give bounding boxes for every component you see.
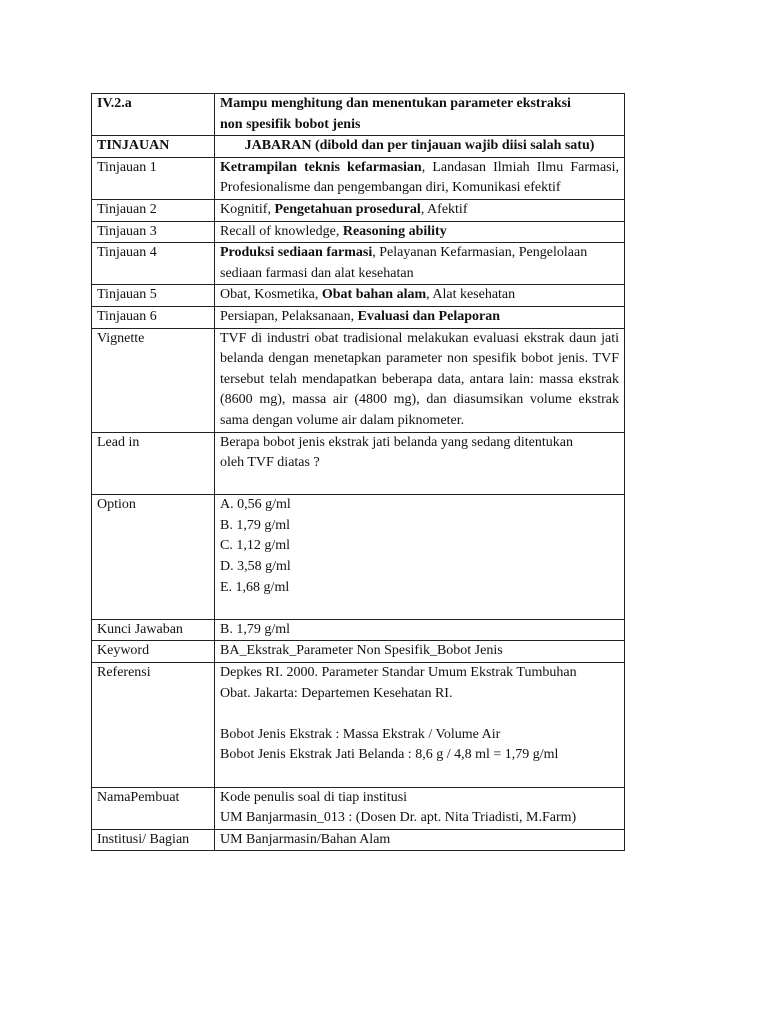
institusi-label: Institusi/ Bagian (92, 829, 215, 851)
spacer (220, 704, 619, 725)
pembuat-line-2: UM Banjarmasin_013 : (Dosen Dr. apt. Nita Triadisti, M.Farm) (220, 810, 577, 826)
tinjauan-text (215, 199, 625, 221)
tinjauan-bold: Pengetahuan prosedural (274, 201, 421, 217)
header-row (92, 94, 625, 136)
referensi-line-2: Obat. Jakarta: Departemen Kesehatan RI. (220, 685, 453, 701)
tinjauan-text (215, 306, 625, 328)
tinjauan-row (92, 306, 625, 328)
tinjauan-text (215, 157, 625, 199)
referensi-text (215, 663, 625, 788)
institusi-value: UM Banjarmasin/Bahan Alam (215, 829, 625, 851)
tinjauan-plain: , Alat kesehatan (426, 287, 516, 303)
tinjauan-plain: Persiapan, Pelaksanaan, (220, 308, 358, 324)
institusi-row (92, 829, 625, 851)
tinjauan-label: Tinjauan 3 (92, 221, 215, 243)
spacer (220, 766, 619, 787)
vignette-row (92, 328, 625, 432)
option-b: B. 1,79 g/ml (220, 517, 291, 533)
title-line-1: Mampu menghitung dan menentukan parameter ekstraksi (220, 96, 571, 111)
tinjauan-label: Tinjauan 4 (92, 243, 215, 285)
tinjauan-plain: , Pelayanan Kefarmasian, Pengelolaan sediaan farmasi dan alat kesehatan (220, 245, 588, 281)
referensi-line-4: Bobot Jenis Ekstrak Jati Belanda : 8,6 g / 4,8 ml = 1,79 g/ml (220, 747, 559, 763)
referensi-line-1: Depkes RI. 2000. Parameter Standar Umum Ekstrak Tumbuhan (220, 665, 577, 681)
question-title (215, 94, 625, 136)
tinjauan-bold: Obat bahan alam (321, 287, 427, 303)
pembuat-row (92, 787, 625, 829)
tinjauan-bold: Evaluasi dan Pelaporan (357, 308, 500, 324)
tinjauan-row (92, 243, 625, 285)
keyword-row (92, 641, 625, 663)
tinjauan-row (92, 221, 625, 243)
option-a: A. 0,56 g/ml (220, 497, 291, 513)
question-table (91, 93, 625, 851)
tinjauan-plain: Kognitif, (220, 201, 275, 217)
question-code: IV.2.a (92, 94, 215, 136)
kunci-label: Kunci Jawaban (92, 619, 215, 641)
column-header-row (92, 136, 625, 158)
tinjauan-text (215, 243, 625, 285)
referensi-label: Referensi (92, 663, 215, 788)
tinjauan-row (92, 157, 625, 199)
kunci-row (92, 619, 625, 641)
tinjauan-label: Tinjauan 5 (92, 285, 215, 307)
option-label: Option (92, 495, 215, 620)
tinjauan-plain: , Afektif (420, 201, 468, 217)
tinjauan-label: Tinjauan 1 (92, 157, 215, 199)
lead-in-label: Lead in (92, 432, 215, 495)
tinjauan-text (215, 221, 625, 243)
lead-in-row (92, 432, 625, 495)
referensi-line-3: Bobot Jenis Ekstrak : Massa Ekstrak / Volume Air (220, 726, 501, 742)
tinjauan-bold: Produksi sediaan farmasi (220, 245, 373, 261)
tinjauan-text (215, 285, 625, 307)
option-row (92, 495, 625, 620)
pembuat-line-1: Kode penulis soal di tiap institusi (220, 789, 408, 805)
spacer (220, 474, 619, 495)
tinjauan-plain: Recall of knowledge, (220, 223, 343, 239)
keyword-value: BA_Ekstrak_Parameter Non Spesifik_Bobot Jenis (215, 641, 625, 663)
tinjauan-plain: Obat, Kosmetika, (220, 287, 322, 303)
tinjauan-label: Tinjauan 6 (92, 306, 215, 328)
pembuat-label: NamaPembuat (92, 787, 215, 829)
tinjauan-plain: , Landasan Ilmiah Ilmu Farmasi, Profesionalisme dan pengembangan diri, Komunikasi efektif (220, 159, 619, 196)
tinjauan-row (92, 285, 625, 307)
lead-in-line-2: oleh TVF diatas ? (220, 455, 320, 471)
lead-in-text (215, 432, 625, 495)
vignette-text: TVF di industri obat tradisional melakukan evaluasi ekstrak daun jati belanda dengan menetapkan parameter non spesifik bobot jenis. TVF tersebut telah mendapatkan beberapa data, antara lain: massa ekstrak (8600 mg), massa air (4800 mg), dan diasumsikan volume ekstrak sama dengan volume air dalam piknometer. (215, 328, 625, 432)
tinjauan-bold: Reasoning ability (342, 223, 447, 239)
column-header-tinjauan: TINJAUAN (92, 136, 215, 158)
spacer (220, 598, 619, 619)
title-line-2: non spesifik bobot jenis (220, 116, 361, 132)
tinjauan-bold: Ketrampilan teknis kefarmasian (220, 159, 422, 175)
option-d: D. 3,58 g/ml (220, 559, 291, 575)
tinjauan-label: Tinjauan 2 (92, 199, 215, 221)
tinjauan-row (92, 199, 625, 221)
option-list (215, 495, 625, 620)
pembuat-text (215, 787, 625, 829)
option-e: E. 1,68 g/ml (220, 579, 290, 595)
lead-in-line-1: Berapa bobot jenis ekstrak jati belanda yang sedang ditentukan (220, 434, 574, 450)
vignette-label: Vignette (92, 328, 215, 432)
referensi-row (92, 663, 625, 788)
option-c: C. 1,12 g/ml (220, 538, 291, 554)
keyword-label: Keyword (92, 641, 215, 663)
kunci-value: B. 1,79 g/ml (215, 619, 625, 641)
column-header-jabaran: JABARAN (dibold dan per tinjauan wajib diisi salah satu) (215, 136, 625, 158)
